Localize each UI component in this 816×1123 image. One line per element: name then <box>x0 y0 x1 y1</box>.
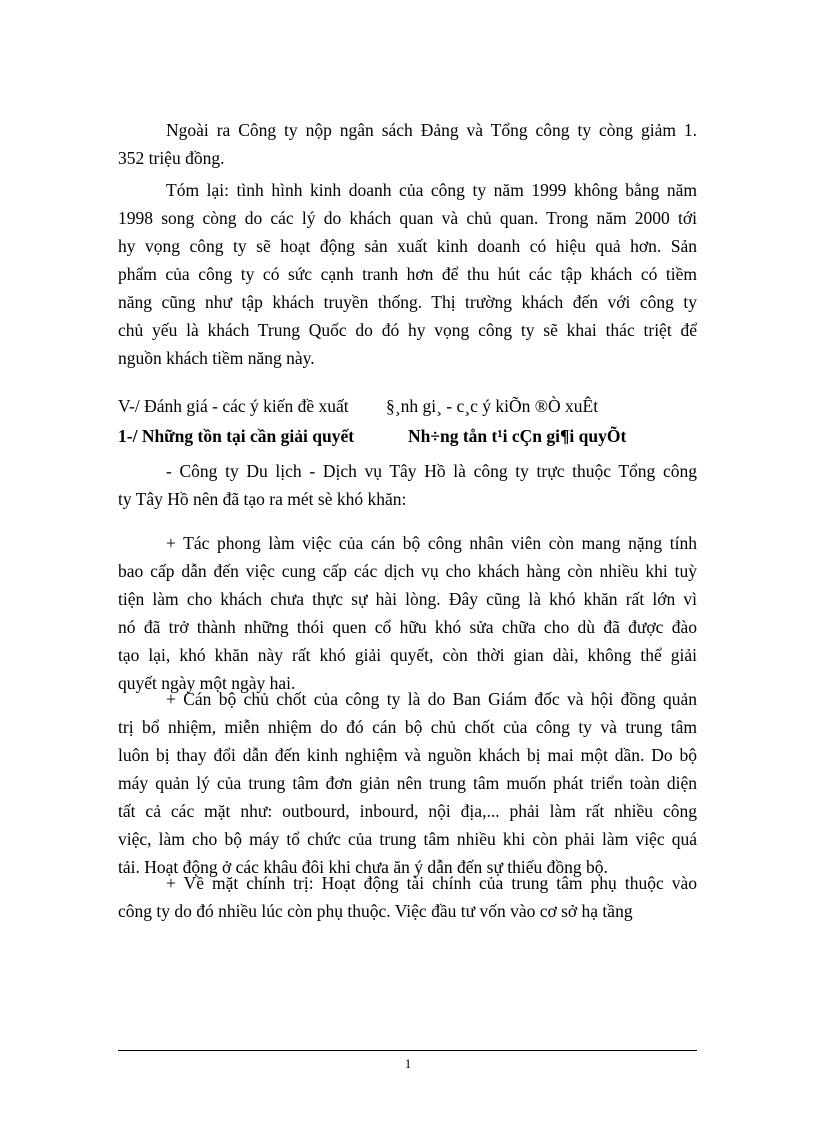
paragraph <box>118 685 697 881</box>
text-line: 1998 song còng do các lý do khách quan và chủ quan. Trong năm 2000 tới <box>118 208 697 228</box>
text-line: + Tác phong làm việc của cán bộ công nhân viên còn mang nặng tính <box>166 533 697 553</box>
text-line: nó đã trở thành những thói quen cổ hữu khó sửa chữa cho dù đã được đào <box>118 617 697 637</box>
text-line: Ngoài ra Công ty nộp ngân sách Đảng và Tổng công ty còng giảm 1. <box>166 120 697 140</box>
text-line: chủ yếu là khách Trung Quốc do đó hy vọng công ty sẽ khai thác triệt để <box>118 320 697 340</box>
text-line: trị bổ nhiệm, miễn nhiệm do đó cán bộ chủ chốt của công ty và trung tâm <box>118 717 697 737</box>
paragraph <box>118 457 697 513</box>
paragraph <box>118 529 697 697</box>
text-line: luôn bị thay đổi dẫn đến kinh nghiệm và nguồn khách bị mai một dần. Do bộ <box>118 745 697 765</box>
heading-garbled-text: §¸nh gi¸ - c¸c ý kiÕn ®Ò xuÊt <box>386 396 599 416</box>
text-line: máy quản lý của trung tâm đơn giản nên trung tâm muốn phát triển toàn diện <box>118 773 697 793</box>
text-line: tất cả các mặt như: outbourd, inbourd, nội địa,... phải làm rất nhiều công <box>118 801 697 821</box>
heading-text: V-/ Đánh giá - các ý kiến đề xuất <box>118 396 349 416</box>
text-line: + Cán bộ chủ chốt của công ty là do Ban Giám đốc và hội đồng quản <box>166 689 697 709</box>
text-line: nguồn khách tiềm năng này. <box>118 348 315 368</box>
text-line: quyết ngày một ngày hai. <box>118 673 296 693</box>
paragraph <box>118 869 697 925</box>
paragraph <box>118 176 697 372</box>
text-line: 352 triệu đồng. <box>118 148 225 168</box>
paragraph <box>118 116 697 172</box>
text-line: việc, làm cho bộ máy tổ chức của trung tâm nhiều khi còn phải làm việc quá <box>118 829 697 849</box>
heading-garbled-text: Nh÷ng tån t¹i cÇn gi¶i quyÕt <box>408 426 627 446</box>
page-number: 1 <box>404 1056 412 1071</box>
text-line: - Công ty Du lịch - Dịch vụ Tây Hồ là công ty trực thuộc Tổng công <box>166 461 697 481</box>
text-line: tiện làm cho khách chưa thực sự hài lòng. Đây cũng là khó khăn rất lớn vì <box>118 589 697 609</box>
text-line: + Về mặt chính trị: Hoạt động tài chính của trung tâm phụ thuộc vào <box>166 873 697 893</box>
heading-text: 1-/ Những tồn tại cần giải quyết <box>118 426 355 446</box>
text-line: hy vọng công ty sẽ hoạt động sản xuất kinh doanh có hiệu quả hơn. Sản <box>118 236 697 256</box>
text-line: Tóm lại: tình hình kinh doanh của công ty năm 1999 không bằng năm <box>166 180 697 200</box>
text-line: tạo lại, khó khăn này rất khó giải quyết, còn thời gian dài, không thể giải <box>118 645 697 665</box>
text-line: tải. Hoạt động ở các khâu đôi khi chưa ăn ý dẫn đến sự thiếu đồng bộ. <box>118 857 608 877</box>
text-line: bao cấp dẫn đến việc cung cấp các dịch vụ cho khách hàng còn nhiều khi tuỳ <box>118 561 697 581</box>
text-line: ty Tây Hồ nên đã tạo ra mét sè khó khăn: <box>118 489 407 509</box>
text-line: năng cũng như tập khách truyền thống. Thị trường khách đến với công ty <box>118 292 697 312</box>
footer-rule <box>118 1050 697 1051</box>
text-line: công ty do đó nhiều lúc còn phụ thuộc. Việc đầu tư vốn vào cơ sở hạ tầng <box>118 901 633 921</box>
text-line: phẩm của công ty có sức cạnh tranh hơn để thu hút các tập khách có tiềm <box>118 264 697 284</box>
